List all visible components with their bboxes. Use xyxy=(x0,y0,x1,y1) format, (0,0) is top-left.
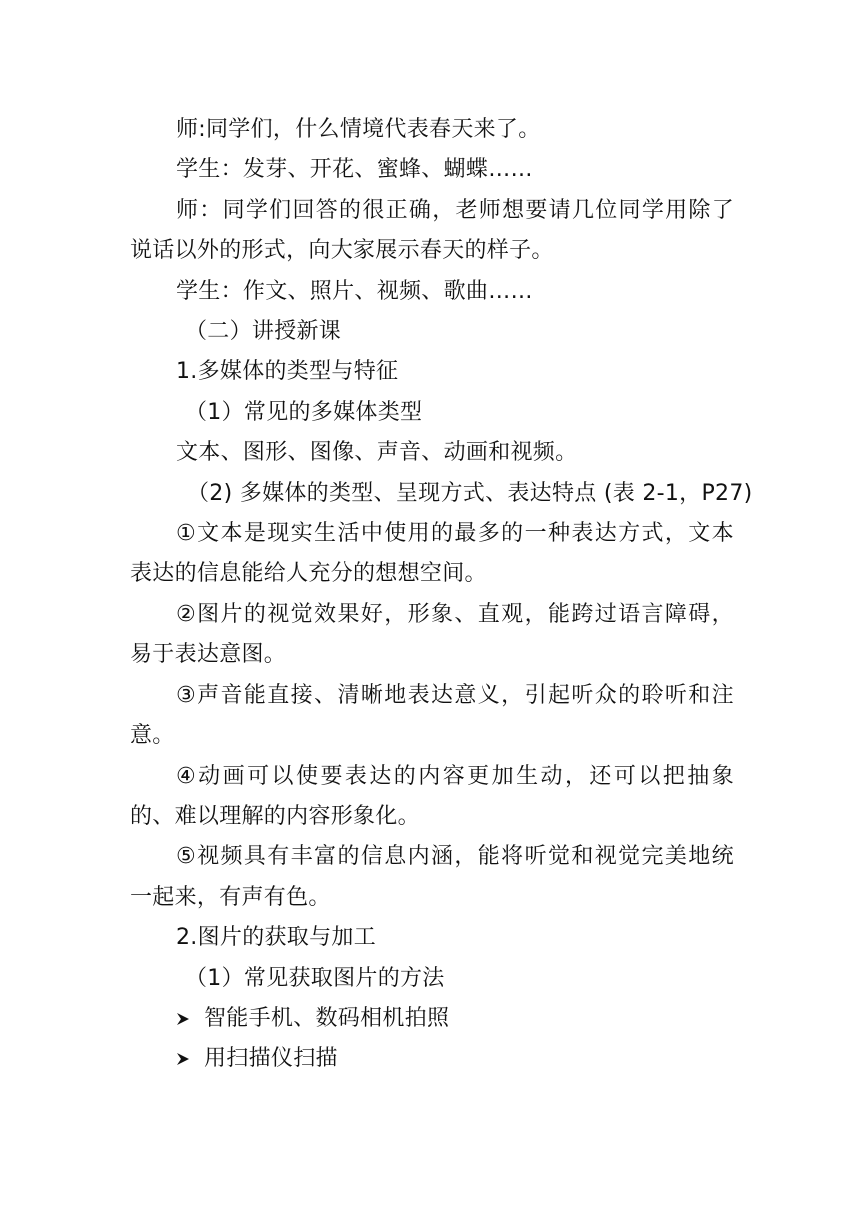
paragraph-line: ⑤视频具有丰富的信息内涵，能将听觉和视觉完美地统 xyxy=(176,844,734,869)
bullet-text: 智能手机、数码相机拍照 xyxy=(204,1006,450,1031)
item-heading: （1）常见获取图片的方法 xyxy=(185,966,445,991)
arrowhead-bullet-icon xyxy=(176,1044,190,1074)
bullet-item xyxy=(176,1004,449,1034)
paragraph-line: 文本、图形、图像、声音、动画和视频。 xyxy=(176,440,578,465)
paragraph-line-continued: 一起来，有声有色。 xyxy=(130,885,331,910)
paragraph-line-continued: 表达的信息能给人充分的想想空间。 xyxy=(130,561,487,586)
subsection-heading: 1.多媒体的类型与特征 xyxy=(176,359,399,384)
dialogue-line: 学生：作文、照片、视频、歌曲…… xyxy=(176,279,533,304)
section-heading: （二）讲授新课 xyxy=(185,319,342,344)
paragraph-line: ①文本是现实生活中使用的最多的一种表达方式，文本 xyxy=(176,521,734,546)
paragraph-line: ②图片的视觉效果好，形象、直观，能跨过语言障碍， xyxy=(176,602,734,627)
paragraph-line-continued: 的、难以理解的内容形象化。 xyxy=(130,804,420,829)
dialogue-line-continued: 说话以外的形式，向大家展示春天的样子。 xyxy=(130,238,554,263)
subsection-heading: 2.图片的获取与加工 xyxy=(176,925,376,950)
bullet-item xyxy=(176,1044,338,1074)
paragraph-line: ④动画可以使要表达的内容更加生动，还可以把抽象 xyxy=(176,764,734,789)
dialogue-line: 学生：发芽、开花、蜜蜂、蝴蝶…… xyxy=(176,157,533,182)
arrowhead-bullet-icon xyxy=(176,1004,190,1034)
paragraph-line-continued: 意。 xyxy=(130,723,175,748)
item-heading: （2) 多媒体的类型、呈现方式、表达特点 (表 2-1，P27) xyxy=(187,481,753,506)
bullet-text: 用扫描仪扫描 xyxy=(204,1046,338,1071)
paragraph-line-continued: 易于表达意图。 xyxy=(130,642,287,667)
item-heading: （1）常见的多媒体类型 xyxy=(185,400,423,425)
dialogue-line: 师：同学们回答的很正确，老师想要请几位同学用除了 xyxy=(176,198,734,223)
dialogue-line: 师:同学们，什么情境代表春天来了。 xyxy=(176,117,541,142)
paragraph-line: ③声音能直接、清晰地表达意义，引起听众的聆听和注 xyxy=(176,683,734,708)
